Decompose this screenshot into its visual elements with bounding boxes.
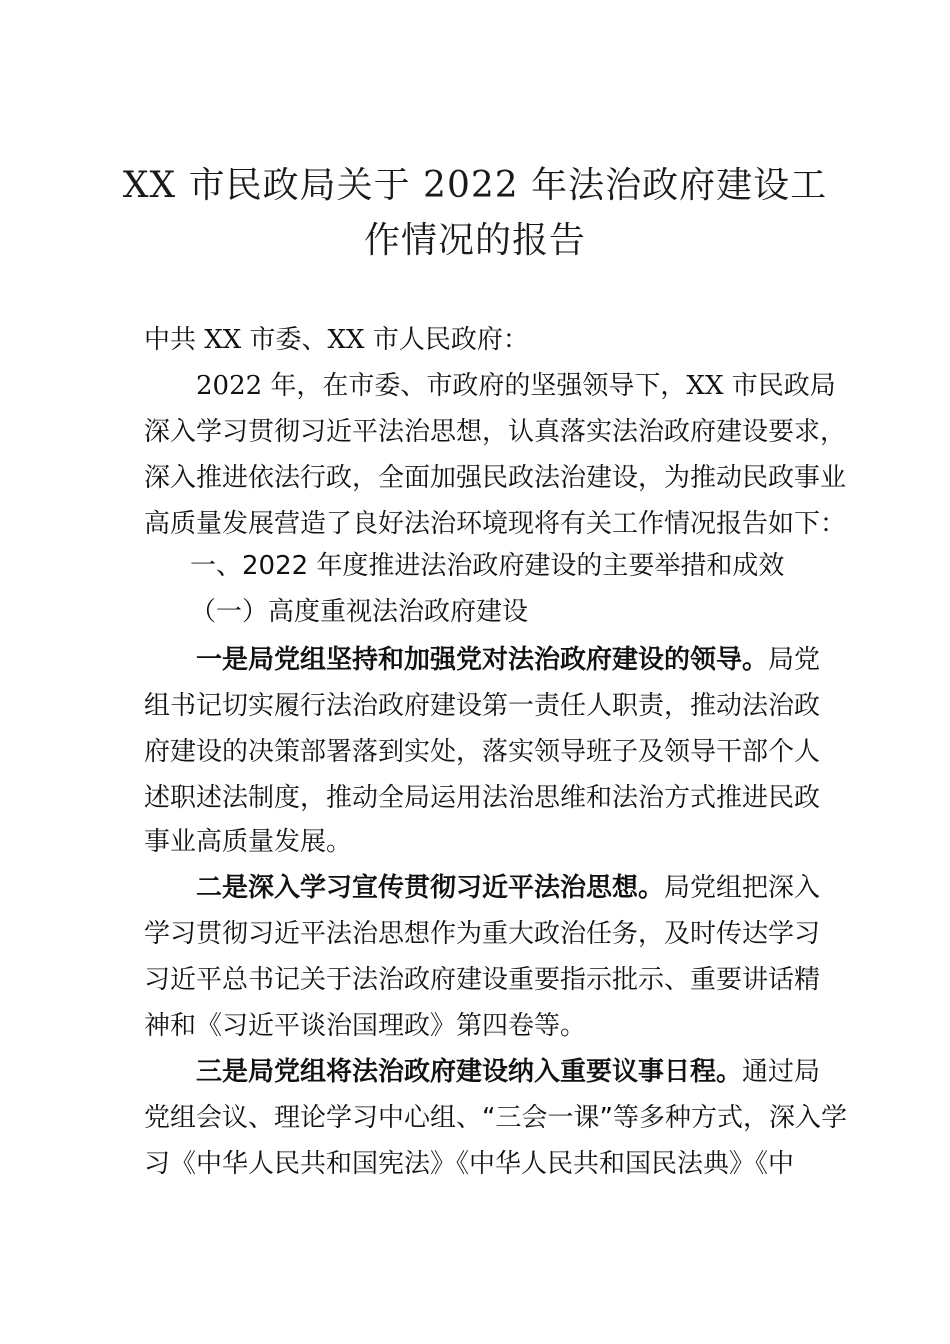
paragraph-1-first-rest: 局党 [768,645,821,675]
paragraph-1-line-5: 事业高质量发展。 [144,827,353,857]
intro-line-3: 深入推进依法行政，全面加强民政法治建设，为推动民政事业 [144,463,847,493]
intro-line-1: 2022 年，在市委、市政府的坚强领导下，XX 市民政局 [196,371,836,401]
paragraph-3-first-rest: 通过局 [742,1057,821,1087]
paragraph-3-lead: 三是局党组将法治政府建设纳入重要议事日程。 [196,1057,743,1087]
paragraph-2-line-3: 习近平总书记关于法治政府建设重要指示批示、重要讲话精 [144,965,821,995]
intro-line-4: 高质量发展营造了良好法治环境现将有关工作情况报告如下： [144,509,847,539]
paragraph-1-first-line [196,645,820,675]
paragraph-2-first-rest: 局党组把深入 [664,873,821,903]
section-heading-1: 一、2022 年度推进法治政府建设的主要举措和成效 [190,551,785,581]
paragraph-3-first-line [196,1057,820,1087]
paragraph-2-line-4: 神和《习近平谈治国理政》第四卷等。 [144,1011,587,1041]
paragraph-3-line-2: 党组会议、理论学习中心组、“三会一课”等多种方式，深入学 [144,1103,847,1133]
paragraph-2-first-line [196,873,820,903]
section-heading-2: （一）高度重视法治政府建设 [190,597,529,627]
paragraph-2-lead: 二是深入学习宣传贯彻习近平法治思想。 [196,873,665,903]
paragraph-2-line-2: 学习贯彻习近平法治思想作为重大政治任务，及时传达学习 [144,919,821,949]
title-line-1: XX 市民政局关于 2022 年法治政府建设工 [122,165,828,206]
paragraph-1-line-4: 述职述法制度，推动全局运用法治思维和法治方式推进民政 [144,783,821,813]
title-line-2: 作情况的报告 [363,220,586,261]
paragraph-1-line-3: 府建设的决策部署落到实处，落实领导班子及领导干部个人 [144,737,821,767]
paragraph-1-lead: 一是局党组坚持和加强党对法治政府建设的领导。 [196,645,769,675]
salutation: 中共 XX 市委、XX 市人民政府： [144,325,529,355]
intro-line-2: 深入学习贯彻习近平法治思想，认真落实法治政府建设要求， [144,417,847,447]
paragraph-1-line-2: 组书记切实履行法治政府建设第一责任人职责，推动法治政 [144,691,821,721]
paragraph-3-line-3: 习《中华人民共和国宪法》《中华人民共和国民法典》《中 [144,1149,795,1179]
document-title [120,158,830,268]
